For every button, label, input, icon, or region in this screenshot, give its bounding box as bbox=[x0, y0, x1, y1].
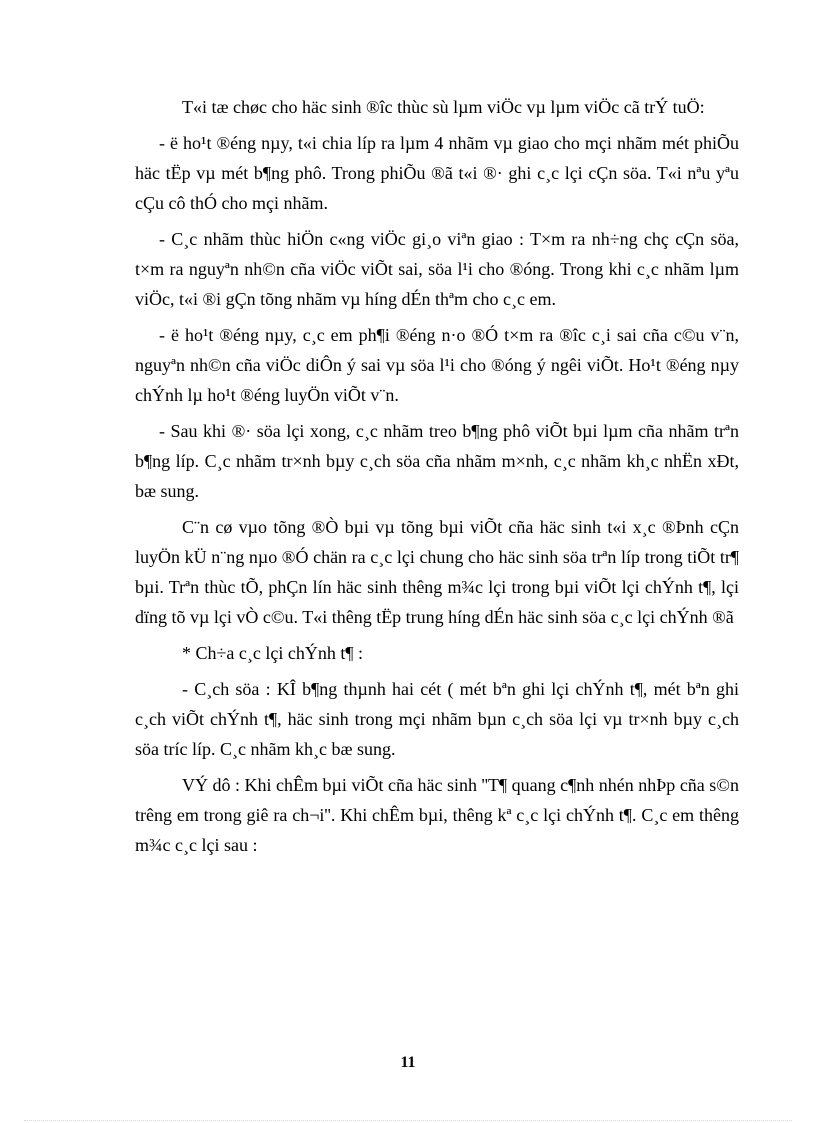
paragraph-correction-method: - C¸ch söa : KÎ b¶ng thµnh hai cét ( mét bªn ghi lçi chÝnh t¶, mét bªn ghi c¸ch viÕt chÝnh t¶, häc sinh trong mçi nhãm bµn c¸ch söa lçi vµ tr×nh bµy c¸ch söa tríc líp. C¸c nhãm kh¸c bæ sung. bbox=[135, 679, 739, 759]
paragraph-group-tasks: - C¸c nhãm thùc hiÖn c«ng viÖc gi¸o viªn giao : T×m ra nh÷ng chç cÇn söa, t×m ra nguyªn nh©n cña viÖc viÕt sai, söa l¹i cho ®óng. Trong khi c¸c nhãm lµm viÖc, t«i ®i gÇn tõng nhãm vµ híng dÉn thªm cho c¸c em. bbox=[135, 229, 739, 309]
page-content bbox=[135, 92, 739, 866]
section-heading-spelling: * Ch÷a c¸c lçi chÝnh t¶ : bbox=[182, 643, 363, 663]
bottom-dotted-rule bbox=[24, 1120, 792, 1121]
paragraph-find-errors: - ë ho¹t ®éng nµy, c¸c em ph¶i ®éng n·o ®Ó t×m ra ®îc c¸i sai cña c©u v¨n, nguyªn nh©n cña viÖc diÔn ý sai vµ söa l¹i cho ®óng ý ngêi viÕt. Ho¹t ®éng nµy chÝnh lµ ho¹t ®éng luyÖn viÕt v¨n. bbox=[135, 325, 739, 405]
paragraph-common-errors: C¨n cø vµo tõng ®Ò bµi vµ tõng bµi viÕt cña häc sinh t«i x¸c ®Þnh cÇn luyÖn kÜ n¨ng nµo ®Ó chän ra c¸c lçi chung cho häc sinh söa trªn líp trong tiÕt tr¶ bµi. Trªn thùc tÕ, phÇn lín häc sinh thêng m¾c lçi trong bµi viÕt lçi chÝnh t¶, lçi dïng tõ vµ lçi vÒ c©u. T«i thêng tËp trung híng dÉn häc sinh söa c¸c lçi chÝnh ®ã bbox=[135, 517, 739, 627]
paragraph-activity-groups: - ë ho¹t ®éng nµy, t«i chia líp ra lµm 4 nhãm vµ giao cho mçi nhãm mét phiÕu häc tËp vµ mét b¶ng phô. Trong phiÕu ®ã t«i ®· ghi c¸c lçi cÇn söa. T«i nªu yªu cÇu cô thÓ cho mçi nhãm. bbox=[135, 133, 739, 213]
paragraph-example: VÝ dô : Khi chÊm bµi viÕt cña häc sinh ''T¶ quang c¶nh nhén nhÞp cña s©n trêng em trong giê ra ch¬i''. Khi chÊm bµi, thêng kª c¸c lçi chÝnh t¶. C¸c em thêng m¾c c¸c lçi sau : bbox=[135, 775, 739, 855]
page-number: 11 bbox=[400, 1054, 416, 1071]
paragraph-intro: T«i tæ chøc cho häc sinh ®îc thùc sù lµm viÖc vµ lµm viÖc cã trÝ tuÖ: bbox=[182, 97, 705, 117]
paragraph-present-results: - Sau khi ®· söa lçi xong, c¸c nhãm treo b¶ng phô viÕt bµi lµm cña nhãm trªn b¶ng líp. C¸c nhãm tr×nh bµy c¸ch söa cña nhãm m×nh, c¸c nhãm kh¸c nhËn xÐt, bæ sung. bbox=[135, 421, 739, 501]
